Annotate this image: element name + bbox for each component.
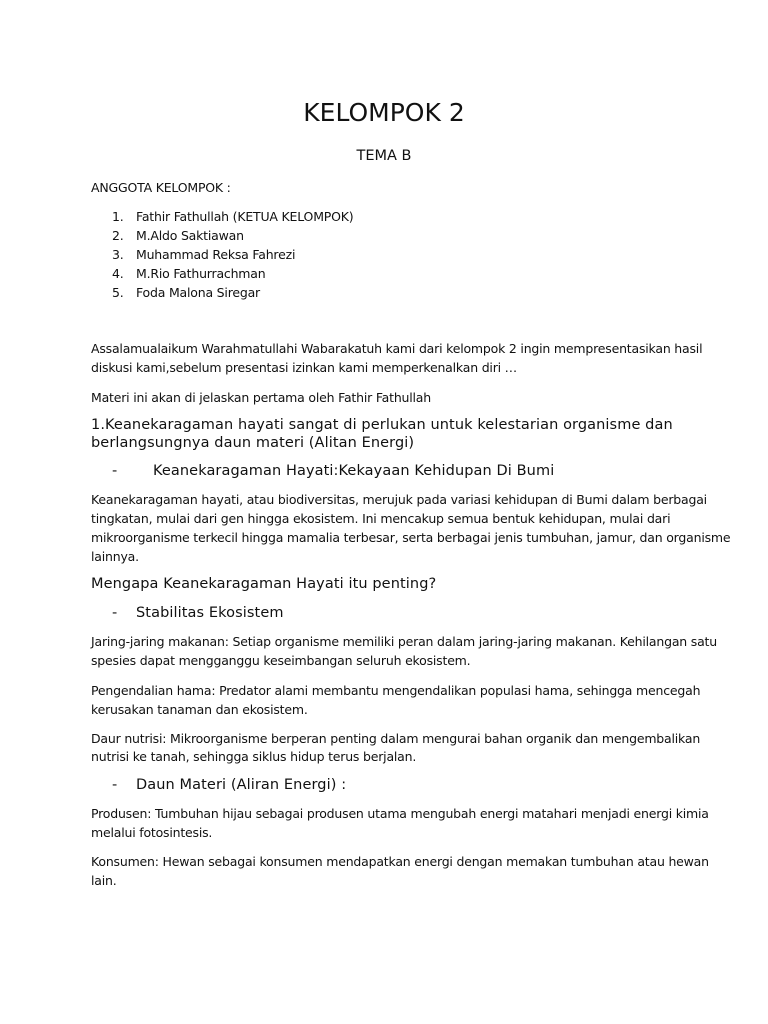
producers-line-2: melalui fotosintesis. [91,825,213,840]
bullet-biodiversity-heading: Keanekaragaman Hayati:Kekayaan Kehidupan Di Bumi [153,463,555,479]
intro-line-1: Assalamualaikum Warahmatullahi Wabarakatuh kami dari kelompok 2 ingin mempresentasikan hasil [91,341,703,356]
pest-control-line-2: kerusakan tanaman dan ekosistem. [91,702,308,717]
list-item-number: 4. [112,266,124,281]
bullet-dash: - [112,605,118,621]
list-item-number: 5. [112,285,124,300]
list-item-name: Foda Malona Siregar [136,285,260,300]
bullet-dash: - [112,777,118,793]
bullet-dash: - [112,463,118,479]
food-web-line-2: spesies dapat mengganggu keseimbangan seluruh ekosistem. [91,653,471,668]
consumers-line-1: Konsumen: Hewan sebagai konsumen mendapatkan energi dengan memakan tumbuhan atau hewan [91,854,709,869]
bullet-ecosystem-stability: Stabilitas Ekosistem [136,605,284,621]
definition-line-3: mikroorganisme terkecil hingga mamalia terbesar, serta berbagai jenis tumbuhan, jamur, dan organisme [91,530,731,545]
food-web-line-1: Jaring-jaring makanan: Setiap organisme memiliki peran dalam jaring-jaring makanan. Kehilangan satu [91,634,717,649]
bullet-energy-flow: Daun Materi (Aliran Energi) : [136,777,347,793]
list-item-number: 1. [112,209,124,224]
definition-line-1: Keanekaragaman hayati, atau biodiversitas, merujuk pada variasi kehidupan di Bumi dalam berbagai [91,492,707,507]
list-item-name: Fathir Fathullah (KETUA KELOMPOK) [136,209,354,224]
list-item-name: M.Aldo Saktiawan [136,228,244,243]
list-item-name: Muhammad Reksa Fahrezi [136,247,296,262]
consumers-line-2: lain. [91,873,117,888]
presenter-note: Materi ini akan di jelaskan pertama oleh Fathir Fathullah [91,390,431,405]
producers-line-1: Produsen: Tumbuhan hijau sebagai produsen utama mengubah energi matahari menjadi energi kimia [91,806,709,821]
nutrient-cycle-line-2: nutrisi ke tanah, sehingga siklus hidup terus berjalan. [91,749,417,764]
list-item-number: 3. [112,247,124,262]
definition-line-2: tingkatan, mulai dari gen hingga ekosistem. Ini mencakup semua bentuk kehidupan, mulai dari [91,511,671,526]
list-item-name: M.Rio Fathurrachman [136,266,266,281]
section-1-heading-line-1: 1.Keanekaragaman hayati sangat di perlukan untuk kelestarian organisme dan [91,417,673,433]
pest-control-line-1: Pengendalian hama: Predator alami membantu mengendalikan populasi hama, sehingga mencegah [91,683,701,698]
intro-line-2: diskusi kami,sebelum presentasi izinkan kami memperkenalkan diri … [91,360,517,375]
why-heading: Mengapa Keanekaragaman Hayati itu penting? [91,576,437,592]
document-subtitle: TEMA B [356,148,412,164]
list-item-number: 2. [112,228,124,243]
members-heading: ANGGOTA KELOMPOK : [91,180,231,195]
nutrient-cycle-line-1: Daur nutrisi: Mikroorganisme berperan penting dalam mengurai bahan organik dan mengembalikan [91,731,701,746]
document-title: KELOMPOK 2 [303,98,465,127]
section-1-heading-line-2: berlangsungnya daun materi (Alitan Energi) [91,435,415,451]
definition-line-4: lainnya. [91,549,139,564]
